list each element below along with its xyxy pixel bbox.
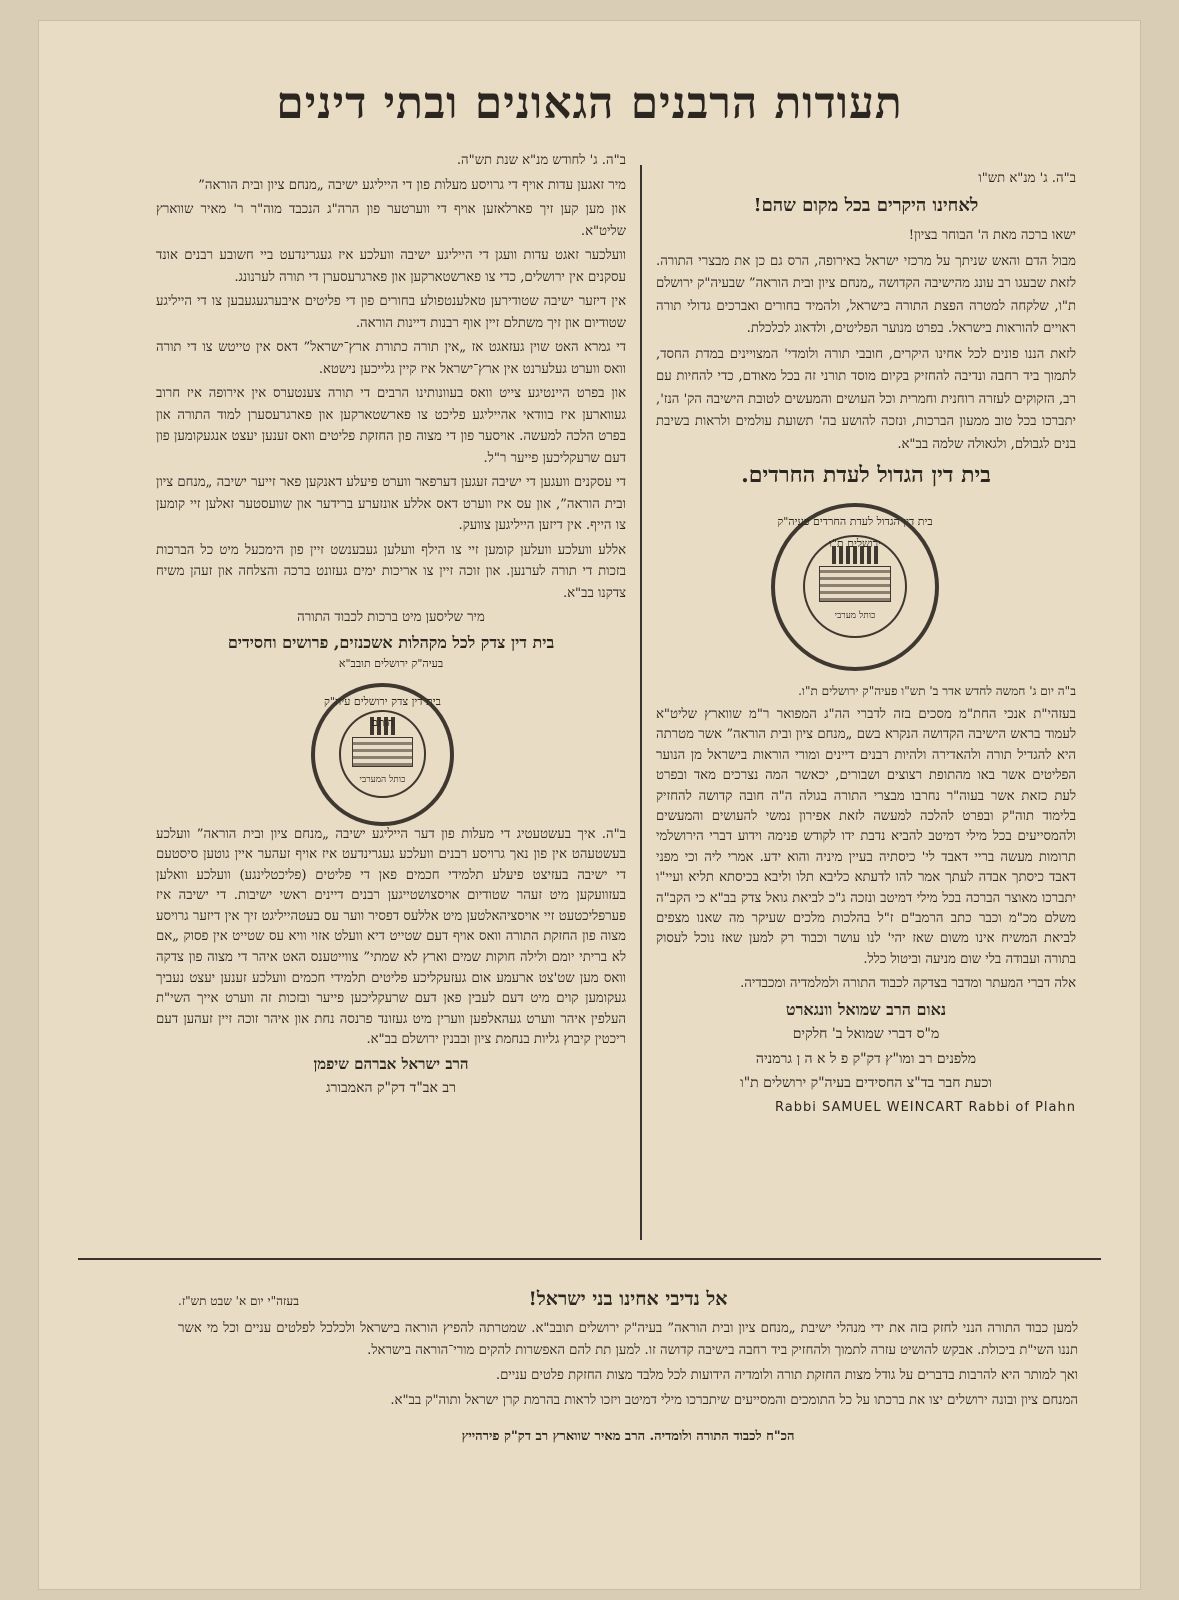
right-greeting: ישאו ברכה מאת ה' הבוחר בציון! — [908, 228, 1076, 243]
right-header: לאחינו היקרים בכל מקום שהם! — [753, 194, 979, 216]
seal-inner-text: כותל מערבי — [834, 610, 876, 621]
left-paragraph: וועלכער זאגט עדות וועגן די הייליגע ישיבה וועלכע איז געגרינדעט ביי חשובע רבנים אונד עסקנים אין ירושלים, כדי צו פארשטארקען און פארגרעסערן די תורה לערנונג. — [156, 248, 626, 285]
right-date: ב"ה. ג' מנ"א תש"ו — [978, 171, 1076, 186]
wall-icon — [352, 737, 413, 767]
left-date: ב"ה. ג' לחודש מנ"א שנת תש"ה. — [456, 153, 626, 168]
left-paragraph: די עסקנים וועגען די ישיבה זעגען דערפאר ווערט פיעלע דאנקען פאר זייער ישיבה „מנחם ציון ובית הוראה”, און עס איז ווערט דאס אללע אונזערע ברידער און שוועסטער זאלען זיי קומען צו הייף. אין דיזען הייליגען צוועק. — [156, 475, 626, 533]
section-divider — [78, 1258, 1101, 1260]
bottom-paragraph: למען כבוד התורה הנני לחזק בזה את ידי מנהלי ישיבת „מנחם ציון ובית הוראה” בעיה"ק ירושלים תובב"א. שמטרתה להפיץ הוראה בישראל ולכלכל לפלטים עניים וכל מי אשר תננו השי"ת ביכולת. אבקש להושיט עזרה לתמוך ולהחזיק ביד רחבה בישיבה קדושה זו. למען תת להם האפשרות להקים מורי־הוראה בישראל. — [178, 1321, 1078, 1358]
right-seal-area — [656, 495, 1076, 680]
right-paragraph: לזאת הננו פונים לכל אחינו היקרים, חובבי תורה ולומדי' המצויינים במדת החסד, לתמוך ביד רחבה ונדיבה להחזיק בקיום מוסד תורני זה בכל מאודם, כדי להחיות עם רב, הזקוקים לעזרה רוחנית וחמרית וכל העושים והמעשים לטובת הישיבה הק' הנז', יתברכו בכל טוב ממעון הברכות, ונזכה להושע בה' תשועת עולמים ולראות בשיבת בנים לגבולם, ולגאולה שלמה בב"א. — [656, 346, 1076, 452]
signature-line: מלפנים רב ומו"ץ דק"ק פ ל א ה ן גרמניה — [755, 1050, 977, 1067]
document-sheet — [38, 20, 1141, 1590]
court-seal-stamp — [771, 503, 939, 671]
wall-icon — [819, 566, 890, 602]
left-court-name: בית דין צדק לכל מקהלות אשכנזים, פרושים וחסידים — [227, 632, 555, 652]
left-paragraph: ב"ה. איך בעשטעטיג די מעלות פון דער הייליגע ישיבה „מנחם ציון ובית הוראה” וועלכע בעשטעהט אין פון נאך גרויסע רבנים וועלכע געגרינדעט איז אויף זעהער איין גוטען סיסטעם די ישיבה בעזיצט פיעלע תלמידי חכמים פאן די פליטים (פליכטלינגע) וועלכע וואלען בעזוועקען מיט זעהר שטודיום אויסצושטייגען רבנים דיינים ראשי ישיבות. די ישיבה איז פערפליכטעט זיי אויסציהאלטען מיט אללעס דפסיר ווער עס בעטהייליגט זיך אין דיזער גרויסע מצוה פון החזקת התורה וואס אויף דעם שטייט דיא וועלט אזוי וויא עס שטייט אין פסוק „אם לא בריתי יומם ולילה חוקות שמים וארץ לא שמתי” צווייטענס האט איהר די מצוה פון צדקה וואס מען שט'צט ארעמע אום געזעקליכע פליטים תלמידי חכמים וועלכע זענען יעצט נעביך געקומען קוים מיט דעם לעבין פאן דעם שרעקליכען פייער ובזכות זה ווערט אייך השי"ת העלפין איהר ווערט געהאלפען ווערין מיט געזונד פרנסה נחת און איהר זוכה זיין זעהען דעם ריכטין קיבוץ גליות בנחמת ציון ובבנין ירושלם בב"א. — [156, 826, 626, 1048]
left-paragraph: אין דיזער ישיבה שטודירען טאלענטפולע בחורים פון די פליטים איבערגעגעבען צו די הייליגע שטודיום און זיך משתלם זיין אוף רבנות דיינות הוראה. — [156, 294, 626, 331]
left-column — [156, 150, 626, 1101]
signature-latin: Rabbi SAMUEL WEINCART Rabbi of Plahn — [775, 1099, 1076, 1115]
bottom-date: בעזה"י יום א' שבט תש"ז. — [178, 1294, 299, 1308]
left-paragraph: די גמרא האט שוין געזאגט אז „אין תורה כתורת ארץ־ישראל” דאס אין טייטש צו די תורה וואס ווערט געלערנט אין ארץ־ישראל איז קיין גלייכען נישטא. — [156, 340, 626, 377]
left-seal-area — [156, 675, 626, 825]
left-paragraph: און מען קען זיך פארלאזען אויף די ווערטער פון הרה"ג הנכבד מוה"ר ר' מאיר שווארץ שליט"א. — [156, 202, 626, 239]
signature-line: מ"ס דברי שמואל ב' חלקים — [792, 1026, 940, 1043]
signature-line: וכעת חבר בד"צ החסידים בעיה"ק ירושלים ת"ו — [740, 1075, 992, 1092]
seal-inner-text: כותל המערבי — [359, 774, 406, 785]
left-paragraph: מיר זאגען עדות אויף די גרויסע מעלות פון די הייליגע ישיבה „מנחם ציון ובית הוראה” — [198, 177, 626, 193]
seal-ring-text: בית דין צדק ירושלים עיה"ק חותם — [324, 694, 441, 729]
signature-name: הרב ישראל אברהם שיפמן — [313, 1055, 469, 1074]
column-divider — [640, 165, 642, 1240]
right-paragraph: אלה דברי המעתר ומדבר בצדקה לכבוד התורה ולמלמדיה ומכבדיה. — [740, 976, 1076, 992]
left-paragraph: אללע וועלכע וועלען קומען זיי צו הילף וועלען געבענשט זיין פון הימכעל מיט כל הברכות בזכות די תורה לערנען. און זוכה זיין צו אריכות ימים געזונט ברכה והצלחה און זעהן משיח צדקנו בב"א. — [156, 542, 626, 601]
signature-name: נאום הרב שמואל וונגארט — [785, 999, 947, 1019]
right-court-name: בית דין הגדול לעדת החרדים. — [741, 462, 991, 488]
court-seal-stamp — [311, 683, 454, 826]
left-closing: מיר שליסען מיט ברכות לכבוד התורה — [297, 610, 485, 625]
right-paragraph: בעזהי"ת אנכי החת"מ מסכים בזה לדברי הה"ג המפואר ר"מ שווארץ שליט"א לעמוד בראש הישיבה הקדושה הנקרא בשם „מנחם ציון ובית הוראה” אשר מטרתה היא להגדיל תורה ולהאדירה ולהיות רבנים דיינים ומורי הוראות בישראל מן הנוער הפליטים אשר באו מהתופת רצוצים ושבורים, יכאשר המה נצרכים מאד ובפרט לעת כזאת אשר בעוה"ר נחרבו מבצרי התורה בגולה ה"ה חובה קדושה להחזיק בלימוד תוה"ק ובפרט להלכה למעשה לזאת אפירון נמשי להעושים והמעשים ולהמסייעים בכל מילי דמיטב להביא נדבת ידו לקודש פנימה וידוע דברי הירושלמי תרומות מעשה בריי דאבד לי' כיסתיה בעיין מיניה והוא ידע. אמרי ליה וכי מפני דאבד כיסתך אבדה לעתך אמר להו לדעתא כליבא תלו וליבא בכיסתא תליא ועיי"ו יתברכו מאוצר הברכה בכל מילי דמיטב ונזכה ג"כ לביאת גואל צדק בב"א כי הקב"ה משלם מכ"מ וכבר כתב הרמב"ם ז"ל בהלכות מלכים שעיקר מה שאנו מצפים לביאת המשיח אינו משום שאז יהי' לנו עושר וכבוד רק למען שאז נוכל לעסוק בתורה ועבודה בלי שום מניעה וביטול כלל. — [656, 707, 1076, 967]
seal-ring-text: בית דין הגדול לעדת החרדים פעיה"ק ירושלים ת"ו — [777, 514, 933, 550]
left-court-sub: בעיה"ק ירושלים תובב"א — [338, 657, 444, 670]
right-column — [656, 168, 1076, 1119]
bottom-signature: הכ"ח לכבוד התורה ולומדיה. הרב מאיר שווארץ רב דק"ק פירהייץ — [461, 1429, 795, 1444]
bottom-paragraph: המנחם ציון ובונה ירושלים יצו את ברכתו על כל התומכים והמסייעים שיתברכו מילי דמיטב ויזכו לראות בהרמת קרן ישראל ותוה"ק בב"א. — [390, 1393, 1078, 1408]
bottom-paragraph: ואך למותר היא להרבות בדברים על גודל מצות החזקת תורה ולומדיה הידועות לכל מלבד מצות החזקת פלטים עניים. — [495, 1368, 1078, 1383]
signature-line: רב אב"ד דק"ק האמבורג — [325, 1079, 457, 1096]
bottom-header: אל נדיבי אחינו בני ישראל! — [528, 1288, 728, 1310]
bottom-section — [178, 1288, 1078, 1448]
right-paragraph: מבול הדם והאש שניתך על מרכזי ישראל באירופה, הרס גם כן את מבצרי התורה. לזאת שבעגו רב עונג מהישיבה הקדושה „מנחם ציון ובית הוראה” שבעיה"ק ירושלם ת"ו, שלקחה למטרה הפצת התורה בישראל, ולהמיד בחורים ואברכים גדולי תורה ראויים להוראות בישראל. בפרט מנוער הפליטים, ולדאוג לכלכלת. — [656, 253, 1076, 336]
document-title: תעודות הרבנים הגאונים ובתי דינים — [276, 78, 903, 129]
right-date-2: ב"ה יום ג' חמשה לחדש אדר ב' תש"ו פעיה"ק ירושלים ת"ו. — [798, 683, 1076, 698]
left-paragraph: און בפרט היינטיגע צייט וואס בעוונותינו הרבים די תורה צענטערס אין אירופה איז חרוב געווארען איז בוודאי אהייליגע פליכט צו פארשטארקען און פארגרעסערן למוד התורה און בפרט הלכה למעשה. אויסער פון די מצוה פון החזקת פליטים וואס זענען יעצט אנגעקומען פון דעם שרעקליכען פייער ר"ל. — [156, 386, 626, 466]
